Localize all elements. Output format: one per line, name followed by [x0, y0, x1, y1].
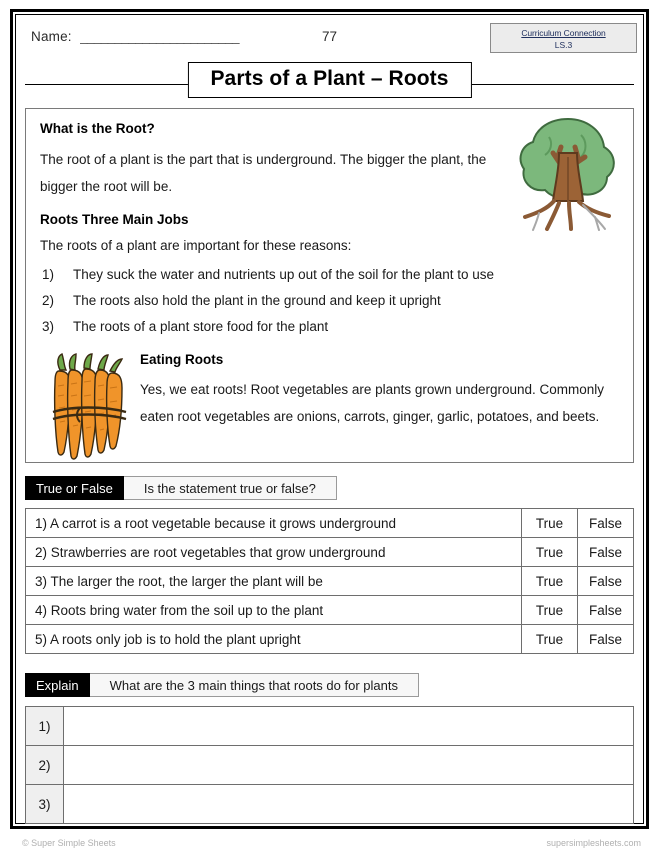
name-input-line[interactable]: _______________________ [80, 29, 239, 44]
table-row [26, 746, 634, 785]
eating-roots-heading: Eating Roots [140, 352, 224, 367]
table-row [26, 785, 634, 824]
list-item [40, 262, 619, 288]
tree-with-roots-icon [509, 113, 627, 231]
tf-option-false[interactable]: False [578, 509, 634, 538]
true-false-section-bar [25, 476, 634, 500]
explain-answer-field[interactable] [64, 746, 634, 785]
tf-statement: 3) The larger the root, the larger the plant will be [26, 567, 522, 596]
explain-answer-number: 3) [26, 785, 64, 824]
curriculum-connection-box [490, 23, 637, 53]
true-false-table [25, 508, 634, 654]
explain-answer-table [25, 706, 634, 824]
eating-roots-text: Yes, we eat roots! Root vegetables are plants grown underground. Commonly eaten root vegetables are onions, carrots, ginger, garlic, potatoes, and beets. [140, 382, 605, 424]
tf-option-true[interactable]: True [522, 625, 578, 654]
eating-roots-block [40, 352, 619, 460]
tf-option-true[interactable]: True [522, 538, 578, 567]
explain-tag: Explain [25, 673, 90, 697]
tf-option-true[interactable]: True [522, 567, 578, 596]
tf-statement: 2) Strawberries are root vegetables that grow underground [26, 538, 522, 567]
explain-answer-field[interactable] [64, 707, 634, 746]
curriculum-connection-code: LS.3 [554, 40, 573, 50]
tf-option-false[interactable]: False [578, 625, 634, 654]
page-footer [22, 838, 641, 848]
table-row [26, 538, 634, 567]
table-row [26, 707, 634, 746]
list-item [40, 314, 619, 340]
explain-section-bar [25, 673, 634, 697]
tf-option-false[interactable]: False [578, 596, 634, 625]
true-false-tag: True or False [25, 476, 124, 500]
tf-statement: 4) Roots bring water from the soil up to the plant [26, 596, 522, 625]
list-item-label: The roots of a plant store food for the plant [73, 319, 329, 334]
list-item-number: 2) [42, 293, 55, 308]
passage-heading-1: What is the Root? [40, 121, 155, 136]
page-number: 77 [322, 29, 338, 44]
reading-passage-box [25, 108, 634, 463]
tf-option-true[interactable]: True [522, 596, 578, 625]
table-row [26, 567, 634, 596]
worksheet-header [22, 20, 637, 60]
title-band [22, 62, 637, 102]
worksheet-sheet [22, 20, 637, 818]
passage-heading-2: Roots Three Main Jobs [40, 212, 189, 227]
tf-option-false[interactable]: False [578, 538, 634, 567]
passage-lead-in: The roots of a plant are important for these reasons: [40, 238, 352, 253]
passage-body-1: The root of a plant is the part that is underground. The bigger the plant, the bigger the root will be. [40, 152, 487, 194]
explain-answer-field[interactable] [64, 785, 634, 824]
page-title: Parts of a Plant – Roots [187, 62, 471, 98]
footer-copyright: © Super Simple Sheets [22, 838, 116, 848]
list-item-number: 1) [42, 267, 55, 282]
tf-statement: 1) A carrot is a root vegetable because it grows underground [26, 509, 522, 538]
tf-statement: 5) A roots only job is to hold the plant upright [26, 625, 522, 654]
tf-option-true[interactable]: True [522, 509, 578, 538]
list-item [40, 288, 619, 314]
list-item-label: They suck the water and nutrients up out of the soil for the plant to use [73, 267, 494, 282]
tf-option-false[interactable]: False [578, 567, 634, 596]
footer-website: supersimplesheets.com [546, 838, 641, 848]
curriculum-connection-title: Curriculum Connection [521, 28, 606, 38]
table-row [26, 625, 634, 654]
explain-answer-number: 2) [26, 746, 64, 785]
table-row [26, 596, 634, 625]
explain-answer-number: 1) [26, 707, 64, 746]
true-false-prompt: Is the statement true or false? [124, 476, 337, 500]
list-item-number: 3) [42, 319, 55, 334]
table-row [26, 509, 634, 538]
list-item-label: The roots also hold the plant in the ground and keep it upright [73, 293, 441, 308]
roots-jobs-list [40, 262, 619, 340]
explain-prompt: What are the 3 main things that roots do for plants [90, 673, 419, 697]
name-label: Name: [31, 29, 72, 44]
carrot-bundle-icon [46, 352, 134, 464]
